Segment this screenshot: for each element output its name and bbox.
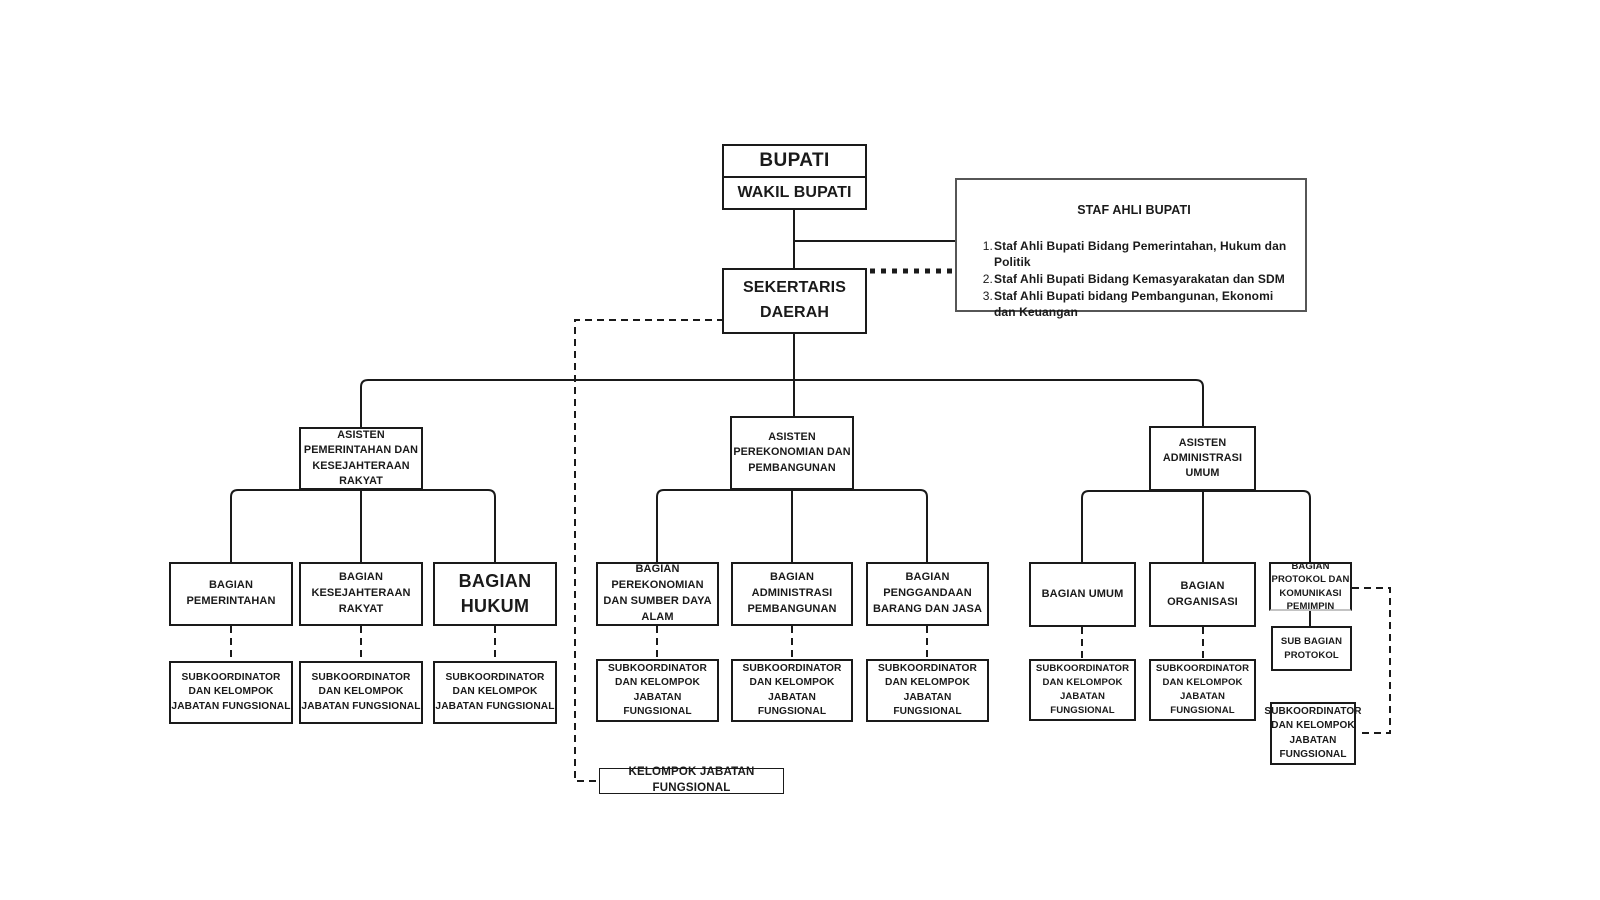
subkoordinator-box [1149,659,1256,721]
bagian-umum-box [1029,562,1136,627]
staf-item-number: 2. [982,271,993,286]
subkoordinator-box [866,659,989,722]
subkoordinator-box [433,661,557,724]
bagian-hukum-label: BAGIAN HUKUM [458,570,532,616]
bagian-administrasi-pembangunan-label: BAGIAN ADMINISTRASI PEMBANGUNAN [747,571,837,615]
staf-item-number: 3. [982,288,993,303]
bagian-penggandaan-barang-jasa-label: BAGIAN PENGGANDAAN BARANG DAN JASA [872,571,983,615]
staf-item-text: Staf Ahli Bupati Bidang Kemasyarakatan dan SDM [994,271,1285,286]
staf-ahli-box [955,178,1307,319]
subkoordinator-box [1264,702,1362,765]
subkoordinator-box [1029,659,1136,721]
bupati-label: BUPATI [759,150,830,172]
bagian-perekonomian-sda-label: BAGIAN PEREKONOMIAN DAN SUMBER DAYA ALAM [603,563,712,623]
bupati-wakil-box [722,144,867,210]
subkoordinator-label: SUBKOORDINATOR DAN KELOMPOK JABATAN FUNGSIONAL [1264,705,1362,760]
bagian-organisasi-box [1149,562,1256,627]
bupati-box [724,146,865,178]
staf-item-text: Staf Ahli Bupati bidang Pembangunan, Ekonomi dan Keuangan [994,288,1274,319]
sekertaris-daerah-box [722,268,867,334]
subkoordinator-label: SUBKOORDINATOR DAN KELOMPOK JABATAN FUNGSIONAL [742,663,842,717]
bagian-kesejahteraan-rakyat-box [299,562,423,626]
bagian-perekonomian-sda-box [596,562,719,626]
staf-ahli-item [979,239,1289,271]
staf-item-text: Staf Ahli Bupati Bidang Pemerintahan, Hukum dan Politik [994,238,1287,269]
bagian-pemerintahan-box [169,562,293,626]
wakil-bupati-box [724,178,865,208]
subkoordinator-label: SUBKOORDINATOR DAN KELOMPOK JABATAN FUNGSIONAL [1155,663,1250,716]
subkoordinator-label: SUBKOORDINATOR DAN KELOMPOK JABATAN FUNGSIONAL [301,672,421,712]
kelompok-jabatan-fungsional-label: KELOMPOK JABATAN FUNGSIONAL [628,766,755,794]
bagian-hukum-box [433,562,557,626]
wakil-bupati-label: WAKIL BUPATI [737,184,852,202]
bagian-umum-label: BAGIAN UMUM [1041,587,1124,600]
bagian-kesejahteraan-rakyat-label: BAGIAN KESEJAHTERAAN RAKYAT [311,571,411,615]
staf-ahli-item [979,272,1289,288]
subkoordinator-box [596,659,719,722]
subkoordinator-box [731,659,853,722]
kelompok-jabatan-fungsional-box [599,768,784,794]
bagian-protokol-komunikasi-label: BAGIAN PROTOKOL DAN KOMUNIKASI PEMIMPIN [1271,560,1350,612]
subkoordinator-label: SUBKOORDINATOR DAN KELOMPOK JABATAN FUNGSIONAL [171,672,291,712]
bagian-penggandaan-barang-jasa-box [866,562,989,626]
subkoordinator-label: SUBKOORDINATOR DAN KELOMPOK JABATAN FUNGSIONAL [435,672,555,712]
asisten-pemerintahan-kesra-label: ASISTEN PEMERINTAHAN DAN KESEJAHTERAAN RAKYAT [303,428,419,487]
subkoordinator-label: SUBKOORDINATOR DAN KELOMPOK JABATAN FUNGSIONAL [1035,663,1130,716]
staf-ahli-list [979,239,1289,321]
subkoordinator-box [299,661,423,724]
bagian-pemerintahan-label: BAGIAN PEMERINTAHAN [186,579,276,607]
staf-item-number: 1. [982,238,993,253]
asisten-administrasi-umum-label: ASISTEN ADMINISTRASI UMUM [1162,436,1243,480]
subkoordinator-box [169,661,293,724]
asisten-perekonomian-pembangunan-label: ASISTEN PEREKONOMIAN DAN PEMBANGUNAN [733,431,851,474]
bagian-protokol-komunikasi-box [1269,562,1352,611]
bagian-administrasi-pembangunan-box [731,562,853,626]
staf-ahli-item [979,289,1289,321]
sub-bagian-protokol-label: SUB BAGIAN PROTOKOL [1280,636,1343,661]
bagian-organisasi-label: BAGIAN ORGANISASI [1167,579,1238,608]
sekertaris-daerah-label: SEKERTARIS DAERAH [743,279,846,321]
asisten-perekonomian-pembangunan-box [730,416,854,490]
subkoordinator-label: SUBKOORDINATOR DAN KELOMPOK JABATAN FUNGSIONAL [878,663,977,717]
sub-bagian-protokol-box [1271,626,1352,671]
staf-ahli-title: STAF AHLI BUPATI [1077,203,1191,217]
subkoordinator-label: SUBKOORDINATOR DAN KELOMPOK JABATAN FUNGSIONAL [608,663,707,717]
asisten-administrasi-umum-box [1149,426,1256,491]
asisten-pemerintahan-kesra-box [299,427,423,490]
